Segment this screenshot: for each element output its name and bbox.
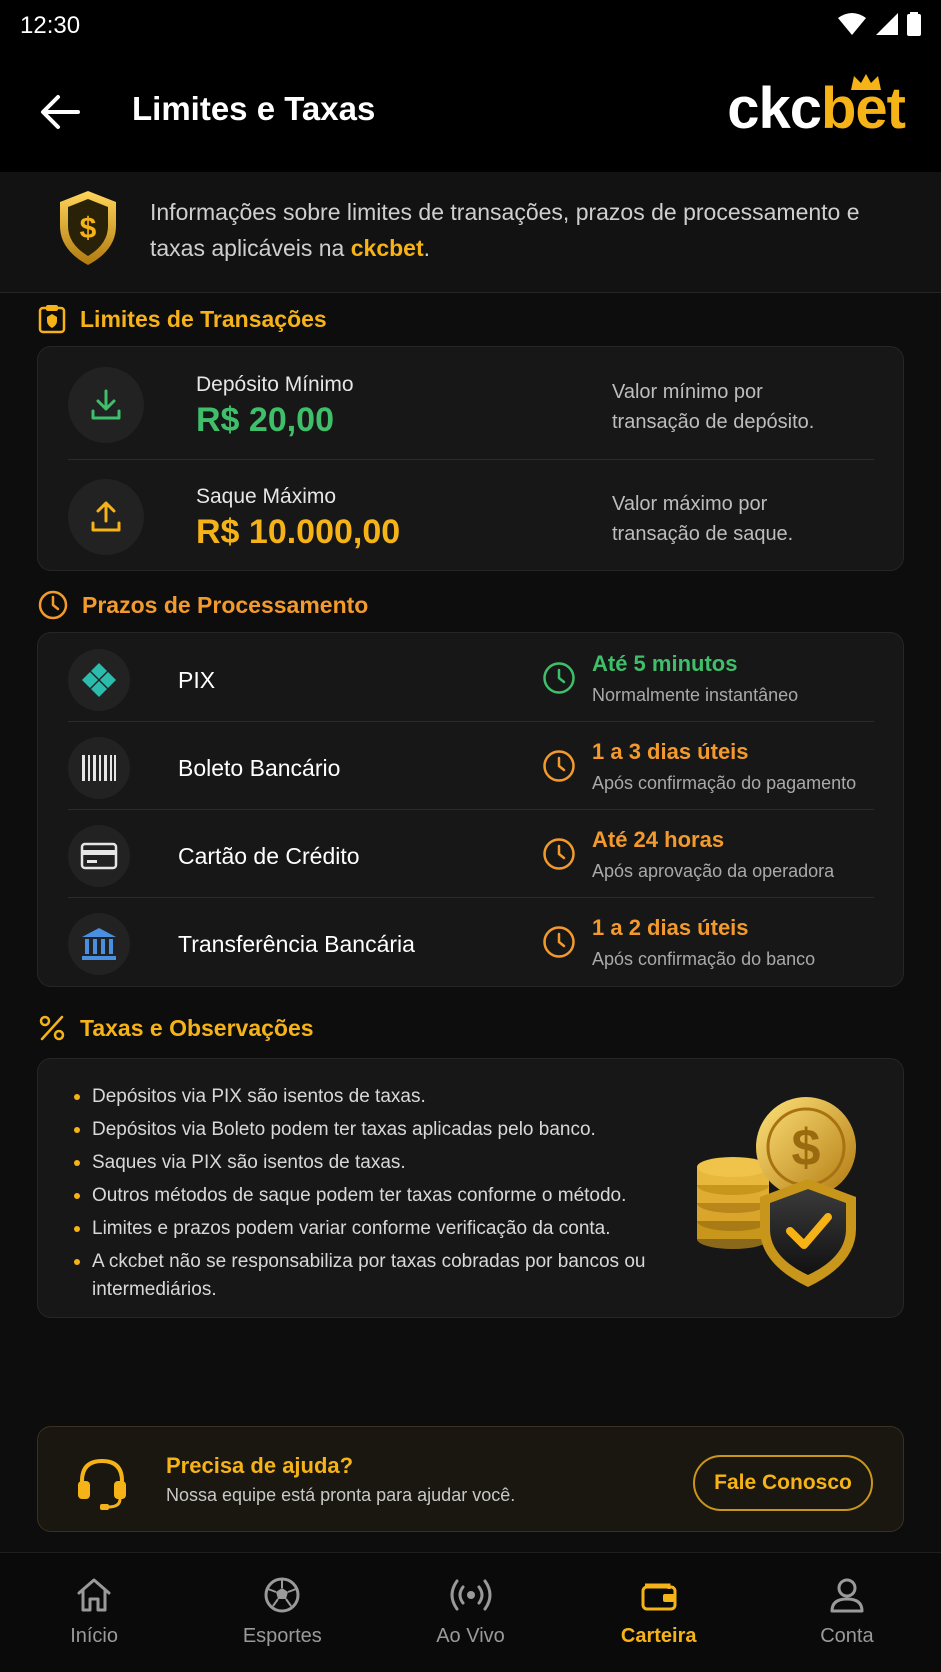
processing-section-header — [38, 590, 368, 620]
intro-text-body: Informações sobre limites de transações, prazos de processamento e taxas aplicáveis na — [150, 199, 860, 261]
status-icons — [837, 12, 921, 36]
processing-row-card — [68, 809, 874, 901]
home-icon — [74, 1575, 114, 1615]
nav-label: Esportes — [242, 1625, 322, 1647]
list-item — [92, 1083, 692, 1111]
help-subtitle: Nossa equipe está pronta para ajudar você. — [166, 1485, 516, 1505]
clipboard-icon — [38, 304, 66, 334]
signal-icon — [875, 12, 899, 36]
limit-label: Saque Máximo — [196, 485, 337, 508]
method-icon-wrap — [68, 649, 130, 711]
processing-time: Até 5 minutos — [592, 651, 738, 676]
intro-text — [150, 194, 890, 266]
processing-note: Após confirmação do pagamento — [592, 773, 857, 793]
bullet — [74, 1127, 80, 1133]
nav-label: Início — [70, 1625, 118, 1647]
bullet — [74, 1193, 80, 1199]
brand-logo — [727, 76, 905, 141]
status-bar — [0, 0, 941, 52]
limit-icon-wrap — [68, 367, 144, 443]
method-name: Transferência Bancária — [178, 931, 415, 957]
help-card — [37, 1426, 904, 1532]
list-item — [92, 1182, 692, 1210]
limits-section-title: Limites de Transações — [80, 305, 327, 332]
bullet — [74, 1226, 80, 1232]
brand-logo-part1: ckc — [727, 76, 821, 141]
clock-icon — [542, 749, 576, 783]
nav-label: Carteira — [620, 1625, 697, 1647]
fees-card — [37, 1058, 904, 1318]
processing-section-title: Prazos de Processamento — [82, 591, 369, 618]
barcode-icon — [81, 753, 117, 783]
pix-icon — [80, 661, 118, 699]
arrow-left-icon — [40, 94, 80, 130]
processing-row-transfer — [68, 897, 874, 989]
wifi-icon — [837, 12, 867, 36]
note-text: A ckcbet não se responsabiliza por taxas cobradas por bancos ou intermediários. — [92, 1251, 646, 1300]
limits-card — [37, 346, 904, 571]
fees-section-title: Taxas e Observações — [80, 1014, 314, 1041]
status-time: 12:30 — [20, 12, 81, 39]
percent-icon — [38, 1014, 66, 1042]
bullet — [74, 1259, 80, 1265]
method-name: Boleto Bancário — [178, 755, 341, 781]
limits-section-header — [38, 304, 327, 334]
bullet — [74, 1094, 80, 1100]
shield-dollar-icon — [56, 188, 120, 268]
list-item — [92, 1248, 692, 1304]
clock-icon — [542, 837, 576, 871]
limit-icon-wrap — [68, 479, 144, 555]
clock-icon — [542, 661, 576, 695]
limit-label: Depósito Mínimo — [196, 373, 354, 396]
live-broadcast-icon — [449, 1575, 493, 1615]
nav-item-sports[interactable] — [188, 1553, 376, 1672]
help-title: Precisa de ajuda? — [166, 1453, 354, 1478]
user-icon — [827, 1575, 867, 1615]
svg-text:$: $ — [79, 212, 97, 245]
back-button[interactable] — [38, 90, 82, 134]
method-icon-wrap — [68, 737, 130, 799]
processing-time: Até 24 horas — [592, 827, 725, 852]
app-bar — [0, 52, 941, 172]
limit-row-deposit — [68, 347, 874, 459]
processing-card — [37, 632, 904, 987]
processing-note: Após confirmação do banco — [592, 949, 816, 969]
clock-icon — [38, 590, 68, 620]
intro-brand: ckcbet — [350, 235, 424, 261]
processing-row-pix — [68, 633, 874, 725]
processing-row-boleto — [68, 721, 874, 813]
soccer-ball-icon — [262, 1575, 302, 1615]
note-text: Saques via PIX são isentos de taxas. — [92, 1152, 406, 1173]
limit-row-withdrawal — [68, 459, 874, 571]
note-text: Limites e prazos podem variar conforme verificação da conta. — [92, 1218, 611, 1239]
nav-item-wallet[interactable] — [565, 1553, 753, 1672]
wallet-icon — [639, 1575, 679, 1615]
page-title: Limites e Taxas — [132, 90, 376, 127]
nav-item-home[interactable] — [0, 1553, 188, 1672]
note-text: Outros métodos de saque podem ter taxas conforme o método. — [92, 1185, 627, 1206]
bank-icon — [80, 926, 118, 962]
nav-item-account[interactable] — [753, 1553, 941, 1672]
nav-item-live[interactable] — [376, 1553, 564, 1672]
list-item — [92, 1116, 692, 1144]
fees-section-header — [38, 1014, 314, 1042]
limit-value: R$ 20,00 — [196, 401, 334, 439]
note-text: Depósitos via Boleto podem ter taxas aplicadas pelo banco. — [92, 1119, 596, 1140]
download-icon — [88, 387, 124, 423]
brand-logo-part2: bet — [821, 76, 905, 141]
method-icon-wrap — [68, 913, 130, 975]
clock-icon — [542, 925, 576, 959]
intro-suffix: . — [423, 235, 430, 261]
list-item — [92, 1149, 692, 1177]
method-name: PIX — [178, 667, 216, 693]
nav-label: Conta — [820, 1625, 874, 1647]
limit-description: Valor mínimo por transação de depósito. — [612, 381, 815, 433]
battery-icon — [907, 12, 921, 36]
coins-shield-illustration — [678, 1089, 878, 1289]
processing-time: 1 a 3 dias úteis — [592, 739, 749, 764]
processing-note: Normalmente instantâneo — [592, 685, 799, 705]
bullet — [74, 1160, 80, 1166]
limit-description: Valor máximo por transação de saque. — [612, 493, 794, 545]
fees-notes-list — [92, 1083, 692, 1309]
bottom-nav — [0, 1552, 941, 1672]
note-text: Depósitos via PIX são isentos de taxas. — [92, 1086, 426, 1107]
method-icon-wrap — [68, 825, 130, 887]
svg-text:$: $ — [791, 1119, 821, 1177]
intro-banner — [0, 172, 941, 293]
upload-icon — [88, 499, 124, 535]
nav-label: Ao Vivo — [436, 1625, 505, 1647]
contact-us-button[interactable]: Fale Conosco — [693, 1455, 873, 1511]
processing-note: Após aprovação da operadora — [592, 861, 835, 881]
headset-icon — [72, 1453, 132, 1513]
list-item — [92, 1215, 692, 1243]
processing-time: 1 a 2 dias úteis — [592, 915, 749, 940]
limit-value: R$ 10.000,00 — [196, 513, 401, 551]
method-name: Cartão de Crédito — [178, 843, 360, 869]
credit-card-icon — [80, 841, 118, 871]
